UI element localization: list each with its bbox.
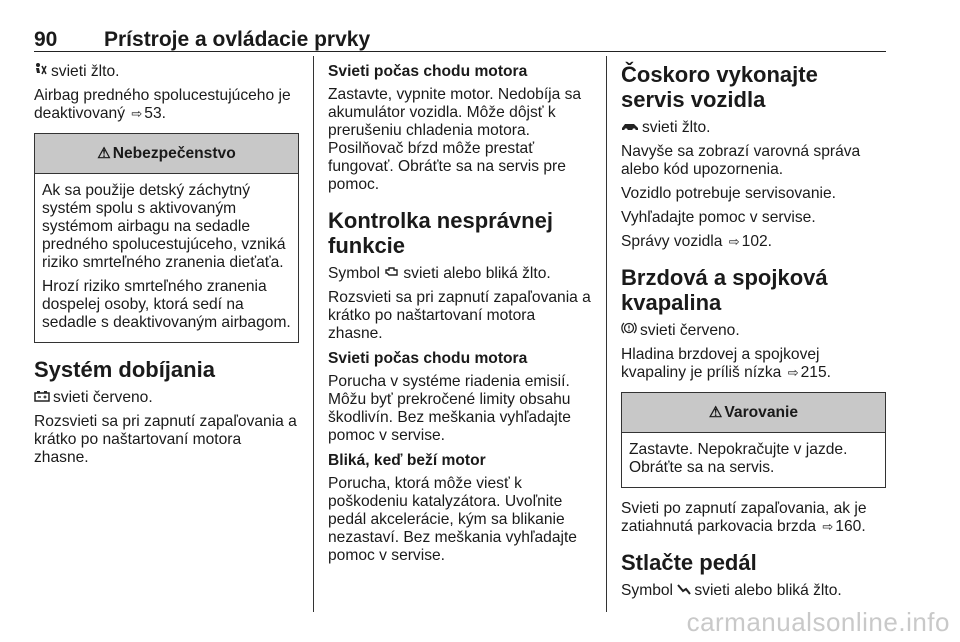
page-title: Prístroje a ovládacie prvky <box>104 28 371 51</box>
service-status-text: svieti žlto. <box>642 119 711 136</box>
danger-box-title: Nebezpečenstvo <box>112 145 236 162</box>
malfunction-prefix: Symbol <box>328 265 380 282</box>
brake-text: Hladina brzdovej a spojkovej kvapaliny je príliš nízka <box>621 346 820 381</box>
service-messages-text: Správy vozidla <box>621 233 723 250</box>
brake-page-ref[interactable]: 215. <box>800 364 831 381</box>
reference-arrow-icon: ⇨ <box>822 519 834 534</box>
engine-check-icon <box>384 264 400 282</box>
running-paragraph-1: Zastavte, vypnite motor. Nedobíja sa akumulátor vozidla. Môže dôjsť k prerušeniu chladenia motora. Posilňovač bŕzd môže prestať fungovať. Obráťte sa na servis pre pomoc. <box>328 86 582 193</box>
warning-box <box>621 392 886 488</box>
charging-system-heading: Systém dobíjania <box>34 357 215 382</box>
service-paragraph-3: Vyhľadajte pomoc v servise. <box>621 209 816 226</box>
danger-paragraph-1: Ak sa použije detský záchytný systém spolu s aktivovaným systémom airbagu na sedadle predného spolucestujúceho, vzniká riziko smrteľného zranenia dieťaťa. <box>42 182 286 271</box>
malfunction-heading: Kontrolka nesprávnej funkcie <box>328 208 553 258</box>
running-paragraph-2: Porucha v systéme riadenia emisií. Môžu byť prekročené limity obsahu škodlivín. Bez meškania vyhľadajte pomoc v servise. <box>328 373 571 444</box>
brake-status-line <box>621 321 886 340</box>
malfunction-status-line <box>328 264 593 283</box>
service-paragraph-2: Vozidlo potrebuje servisovanie. <box>621 185 836 202</box>
charging-paragraph: Rozsvieti sa pri zapnutí zapaľovania a krátko po naštartovaní motora zhasne. <box>34 413 297 466</box>
airbag-text: Airbag predného spolucestujúceho je deaktivovaný <box>34 87 291 122</box>
warning-triangle-icon: ⚠ <box>97 145 111 162</box>
airbag-page-ref[interactable]: 53. <box>144 105 166 122</box>
airbag-status-text: svieti žlto. <box>51 63 120 80</box>
battery-icon <box>34 388 50 406</box>
airbag-paragraph <box>34 87 299 123</box>
warning-paragraph: Zastavte. Nepokračujte v jazde. Obráťte sa na servis. <box>629 441 848 476</box>
subheading-running-2: Svieti počas chodu motora <box>328 350 528 367</box>
column-divider <box>313 56 314 612</box>
malfunction-status-text: svieti alebo bliká žlto. <box>403 265 551 282</box>
column-3 <box>621 62 886 606</box>
service-paragraph-4 <box>621 233 886 251</box>
airbag-status-line <box>34 62 299 81</box>
service-wrench-car-icon <box>621 118 639 136</box>
malfunction-paragraph: Rozsvieti sa pri zapnutí zapaľovania a krátko po naštartovaní motora zhasne. <box>328 289 591 342</box>
brake-paragraph <box>621 346 886 382</box>
column-divider <box>606 56 607 612</box>
reference-arrow-icon: ⇨ <box>728 234 740 249</box>
service-page-ref[interactable]: 102. <box>741 233 773 250</box>
service-status-line <box>621 118 886 137</box>
parking-paragraph <box>621 500 886 536</box>
danger-box <box>34 133 299 343</box>
pedal-status-line <box>621 581 886 600</box>
reference-arrow-icon: ⇨ <box>787 365 799 380</box>
service-paragraph-1: Navyše sa zobrazí varovná správa alebo kód upozornenia. <box>621 143 861 178</box>
danger-paragraph-2: Hrozí riziko smrteľného zranenia dospelej osoby, ktorá sedí na sedadle s deaktivovaným airbagom. <box>42 278 291 331</box>
service-heading: Čoskoro vykonajte servis vozidla <box>621 62 818 112</box>
blinking-paragraph: Porucha, ktorá môže viesť k poškodeniu katalyzátora. Uvoľnite pedál akcelerácie, kým sa blikanie nezastaví. Bez meškania vyhľadajte pomoc v servise. <box>328 475 577 564</box>
brake-status-text: svieti červeno. <box>640 322 740 339</box>
column-1 <box>34 62 299 473</box>
page-header <box>34 28 886 52</box>
press-pedal-icon <box>677 581 691 599</box>
warning-box-header <box>622 393 885 433</box>
warning-triangle-icon: ⚠ <box>708 404 723 421</box>
danger-box-header <box>35 134 298 174</box>
charging-status-line <box>34 388 299 407</box>
passenger-airbag-off-icon <box>34 62 48 80</box>
warning-box-title: Varovanie <box>724 404 799 421</box>
pedal-status-text: svieti alebo bliká žlto. <box>694 582 842 599</box>
parking-page-ref[interactable]: 160. <box>835 518 866 535</box>
parking-text: Svieti po zapnutí zapaľovania, ak je zatiahnutá parkovacia brzda <box>621 500 867 535</box>
subheading-running-1: Svieti počas chodu motora <box>328 63 528 80</box>
subheading-blinking: Bliká, keď beží motor <box>328 452 486 469</box>
charging-status-text: svieti červeno. <box>53 389 153 406</box>
pedal-prefix: Symbol <box>621 582 673 599</box>
brake-heading: Brzdová a spojková kvapalina <box>621 265 828 315</box>
watermark: carmanualsonline.info <box>686 607 950 637</box>
page-number: 90 <box>34 28 58 51</box>
column-2 <box>328 62 593 571</box>
pedal-heading: Stlačte pedál <box>621 550 757 575</box>
reference-arrow-icon: ⇨ <box>131 106 143 121</box>
brake-warning-icon <box>621 321 637 339</box>
